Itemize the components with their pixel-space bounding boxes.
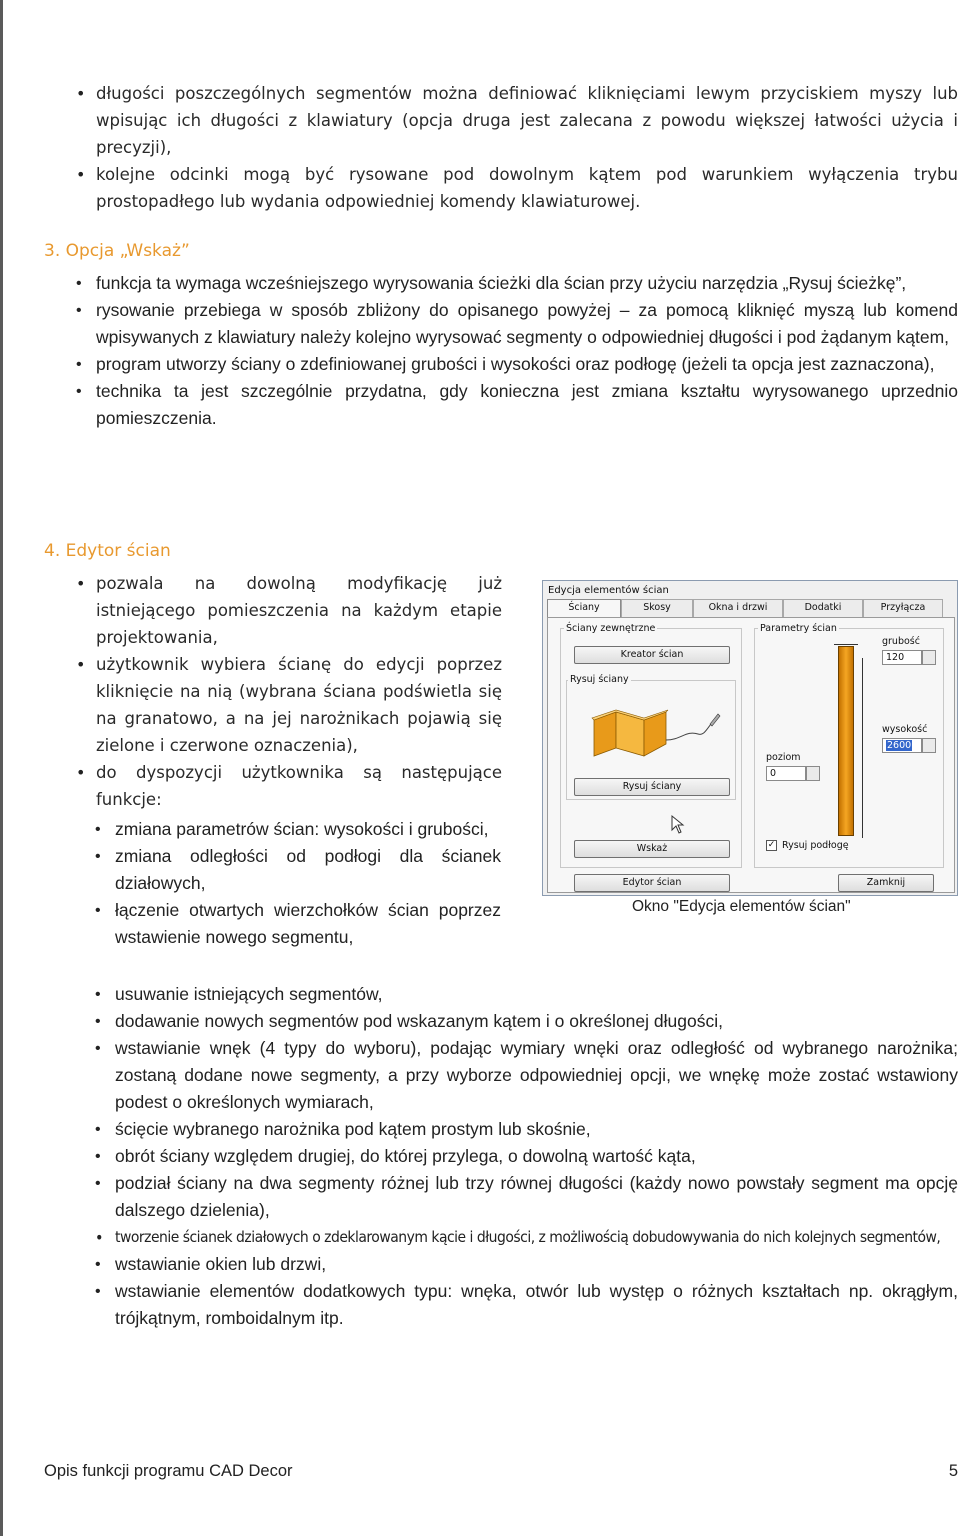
thickness-spinner[interactable] bbox=[922, 650, 936, 665]
list-item: • wstawianie wnęk (4 typy do wyboru), podając wymiary wnęki oraz odległość od wybranego narożnika; zostaną dodane nowe segmenty, a przy wyborze odpowiedniej opcji, we wnękę może zostać wstawiony podest o określonych wymiarach, bbox=[115, 1035, 958, 1116]
list-item: • zmiana odległości od podłogi dla ścianek działowych, bbox=[115, 843, 501, 897]
params-group-label: Parametry ścian bbox=[760, 623, 837, 634]
list-item: • technika ta jest szczególnie przydatna, gdy konieczna jest zmiana kształtu wyrysowanego uprzednio pomieszczenia. bbox=[96, 378, 958, 432]
list-item: • dodawanie nowych segmentów pod wskazanym kątem i o określonej długości, bbox=[115, 1008, 958, 1035]
tab-extras[interactable]: Dodatki bbox=[783, 599, 863, 617]
list-item: • obrót ściany względem drugiej, do której przylega, o dowolną wartość kąta, bbox=[115, 1143, 958, 1170]
list-item: • podział ściany na dwa segmenty różnej lub trzy równej długości (każdy nowo powstały segment ma opcję dalszego dzielenia), bbox=[115, 1170, 958, 1224]
level-spinner[interactable] bbox=[806, 766, 820, 781]
list-item: • pozwala na dowolną modyfikację już istniejącego pomieszczenia na każdym etapie projektowania, bbox=[96, 570, 502, 651]
list-item: • użytkownik wybiera ścianę do edycji poprzez kliknięcie na nią (wybrana ściana podświetla się na granatowo, a na jej narożnikach pojawią się zielone i czerwone oznaczenia), bbox=[96, 651, 502, 759]
height-dimension-line bbox=[862, 658, 863, 838]
tab-slopes[interactable]: Skosy bbox=[621, 599, 693, 617]
list-item: • funkcja ta wymaga wcześniejszego wyrysowania ścieżki dla ścian przy użyciu narzędzia „Rysuj ścieżkę”, bbox=[96, 270, 958, 297]
height-label: wysokość bbox=[882, 724, 928, 735]
list-item: • kolejne odcinki mogą być rysowane pod dowolnym kątem pod warunkiem wyłączenia trybu prostopadłego lub wydania odpowiedniej komendy klawiaturowej. bbox=[96, 161, 958, 215]
draw-walls-button[interactable]: Rysuj ściany bbox=[574, 778, 730, 796]
section4-list bbox=[96, 570, 502, 813]
page-edge-bar bbox=[0, 0, 3, 1536]
height-input[interactable] bbox=[882, 738, 922, 753]
list-item: • do dyspozycji użytkownika są następujące funkcje: bbox=[96, 759, 502, 813]
list-item: • wstawianie okien lub drzwi, bbox=[115, 1251, 958, 1278]
list-item: • program utworzy ściany o zdefiniowanej grubości i wysokości oraz podłogę (jeżeli ta opcja jest zaznaczona), bbox=[96, 351, 958, 378]
section3-list bbox=[96, 270, 958, 432]
footer-title: Opis funkcji programu CAD Decor bbox=[44, 1462, 293, 1480]
list-item: • zmiana parametrów ścian: wysokości i grubości, bbox=[115, 816, 501, 843]
list-item: • wstawianie elementów dodatkowych typu: wnęka, otwór lub występ o różnych kształtach np. okrągłym, trójkątnym, romboidalnym itp. bbox=[115, 1278, 958, 1332]
section4-heading: 4. Edytor ścian bbox=[44, 541, 171, 561]
dialog-title: Edycja elementów ścian bbox=[548, 585, 669, 596]
list-item: • rysowanie przebiega w sposób zbliżony do opisanego powyżej – za pomocą kliknięć myszą lub komend wpisywanych z klawiatury należy kolejno wyrysować segmenty o odpowiedniej długości i pod żądanym kątem, bbox=[96, 297, 958, 351]
list-item: • długości poszczególnych segmentów można definiować kliknięciami lewym przyciskiem myszy lub wpisując ich długości z klawiatury (opcja druga jest zalecana z powodu większej łatwości użycia i precyzji), bbox=[96, 80, 958, 161]
thickness-label: grubość bbox=[882, 636, 920, 647]
draw-walls-group-label: Rysuj ściany bbox=[570, 674, 629, 685]
height-value: 2600 bbox=[887, 740, 912, 751]
section4-sublist-wide bbox=[115, 981, 958, 1332]
level-input[interactable]: 0 bbox=[766, 766, 806, 781]
dialog-tabs bbox=[547, 599, 955, 617]
height-spinner[interactable] bbox=[922, 738, 936, 753]
wall-preview-icon bbox=[838, 646, 854, 836]
level-label: poziom bbox=[766, 752, 801, 763]
walls-group-label: Ściany zewnętrzne bbox=[566, 623, 656, 634]
list-item: • ścięcie wybranego narożnika pod kątem prostym lub skośnie, bbox=[115, 1116, 958, 1143]
list-item: • tworzenie ścianek działowych o zdeklarowanym kącie i długości, z możliwością dobudowywania do nich kolejnych segmentów, bbox=[115, 1224, 958, 1251]
thickness-marker bbox=[834, 644, 858, 645]
dialog-panel bbox=[547, 617, 955, 893]
cursor-icon bbox=[668, 814, 688, 836]
wall-illustration-icon bbox=[586, 690, 726, 760]
tab-connections[interactable]: Przyłącza bbox=[863, 599, 943, 617]
section4-sublist-narrow bbox=[115, 816, 501, 951]
wall-editor-button[interactable]: Edytor ścian bbox=[574, 874, 730, 892]
close-button[interactable]: Zamknij bbox=[838, 874, 934, 892]
page-number: 5 bbox=[948, 1462, 958, 1480]
thickness-input[interactable]: 120 bbox=[882, 650, 922, 665]
section3-heading: 3. Opcja „Wskaż” bbox=[44, 241, 190, 261]
tab-walls[interactable]: Ściany bbox=[547, 599, 621, 617]
tab-windows-doors[interactable]: Okna i drzwi bbox=[693, 599, 783, 617]
floor-checkbox-label: Rysuj podłogę bbox=[782, 840, 849, 851]
wall-editor-dialog bbox=[542, 580, 958, 896]
floor-checkbox[interactable]: ✓ bbox=[767, 840, 776, 850]
list-item: • łączenie otwartych wierzchołków ścian poprzez wstawienie nowego segmentu, bbox=[115, 897, 501, 951]
section1-list bbox=[96, 80, 958, 215]
point-button[interactable]: Wskaż bbox=[574, 840, 730, 858]
wall-creator-button[interactable]: Kreator ścian bbox=[574, 646, 730, 664]
figure-caption: Okno "Edycja elementów ścian" bbox=[632, 898, 851, 915]
list-item: • usuwanie istniejących segmentów, bbox=[115, 981, 958, 1008]
